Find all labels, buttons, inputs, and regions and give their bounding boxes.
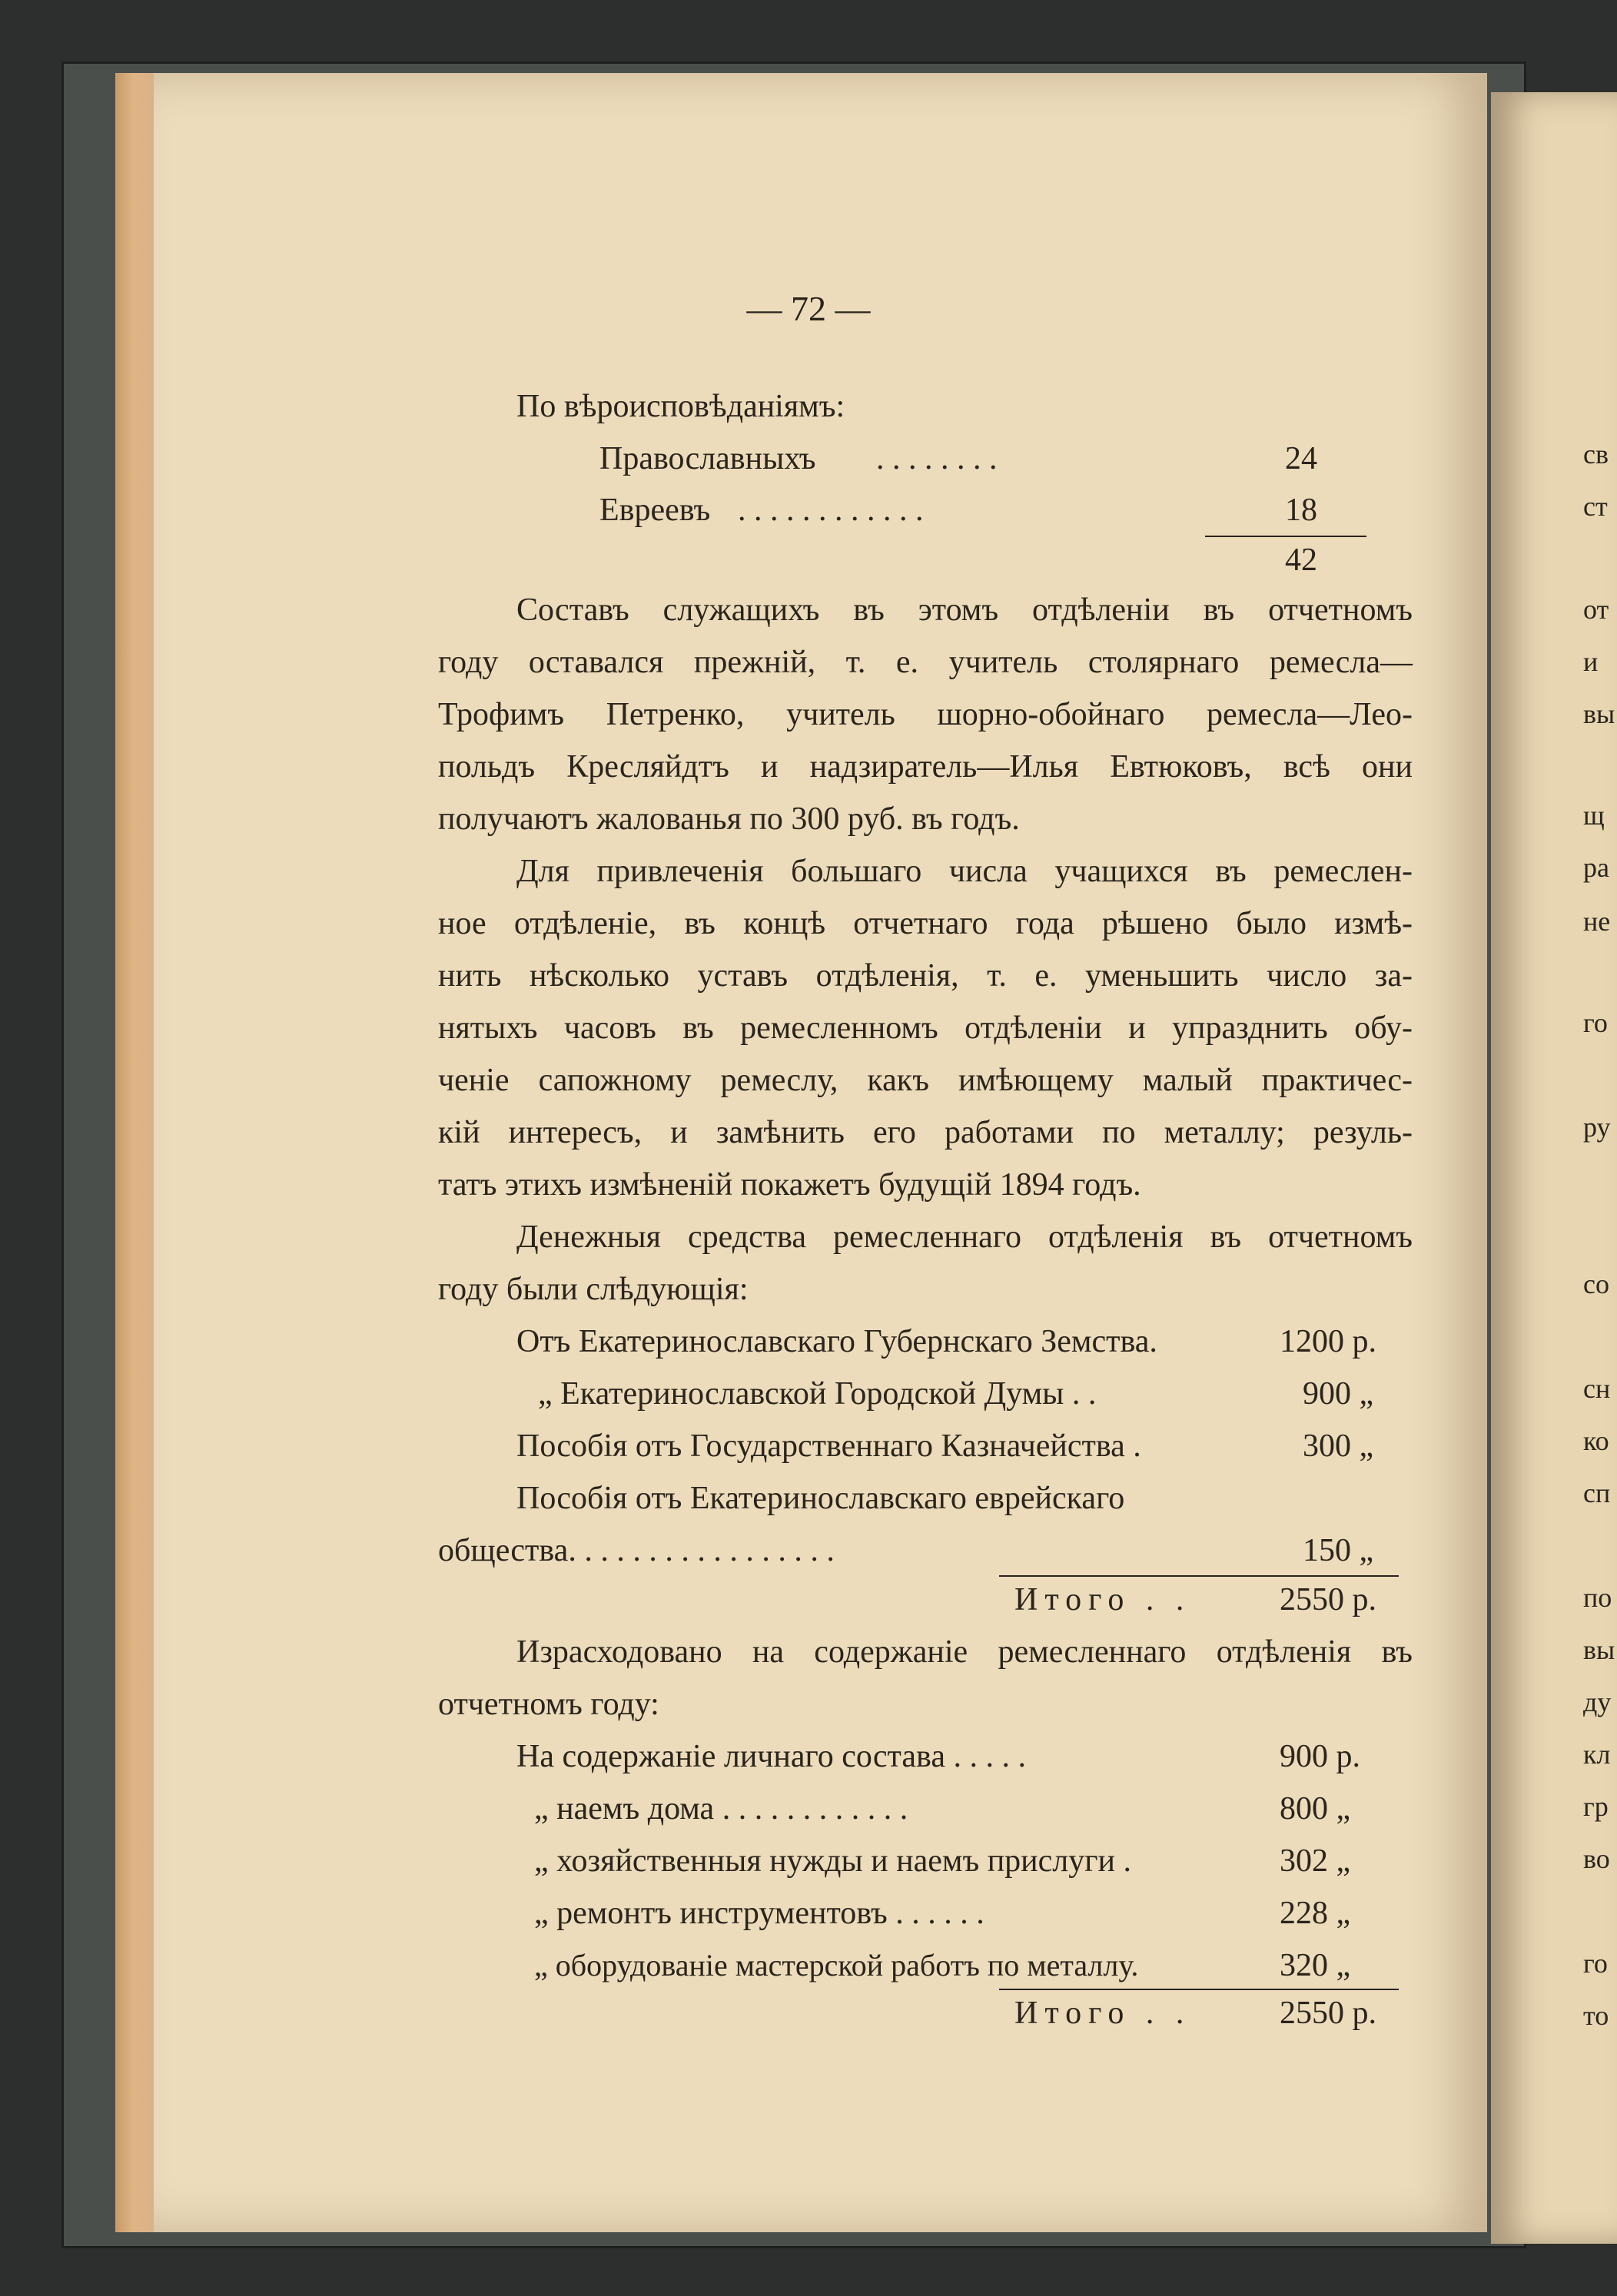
facing-fragment: по (1583, 1582, 1612, 1613)
para1-line-3: Трофимъ Петренко, учитель шорно-обойнаго ремесла—Лео- (438, 697, 1413, 732)
expenses-total-value: 2550 р. (1280, 1996, 1376, 2031)
expense-value-3: 302 „ (1280, 1843, 1351, 1879)
facing-fragment: сн (1583, 1373, 1611, 1404)
expense-label-5: „ оборудованіе мастерской работъ по металлу. (534, 1948, 1139, 1982)
facing-fragment: гр (1583, 1791, 1609, 1822)
income-label-2: „ Екатеринославской Городской Думы . . (538, 1376, 1097, 1412)
facing-fragment: вы (1583, 1634, 1615, 1665)
expenses-total-label: Итого . . (1014, 1996, 1191, 2031)
expense-label-4: „ ремонтъ инструментовъ . . . . . . (534, 1896, 984, 1931)
facing-fragment: ду (1583, 1687, 1612, 1717)
facing-fragment: от (1583, 594, 1609, 625)
facing-fragment: не (1583, 906, 1611, 937)
facing-fragment: го (1583, 1948, 1608, 1979)
income-label-5: общества. . . . . . . . . . . . . . . . . (438, 1533, 835, 1568)
para2-line-5: ченіе сапожному ремеслу, какъ имѣющему малый практичес- (438, 1063, 1413, 1098)
facing-fragment: кл (1583, 1739, 1611, 1770)
facing-fragment: ру (1583, 1112, 1611, 1143)
income-total-label: Итого . . (1014, 1582, 1191, 1617)
para2-line-7: татъ этихъ измѣненій покажетъ будущій 1894 годъ. (438, 1167, 1141, 1203)
para4-line-2: отчетномъ году: (438, 1687, 659, 1722)
confession-heading: По вѣроисповѣданіямъ: (516, 389, 845, 424)
facing-page-text (1583, 0, 1617, 2296)
facing-fragment: вы (1583, 698, 1615, 729)
income-value-3: 300 „ (1303, 1428, 1374, 1464)
facing-fragment: сп (1583, 1478, 1611, 1508)
para3-line-1: Денежныя средства ремесленнаго отдѣленія въ отчетномъ (516, 1219, 1413, 1255)
income-value-2: 900 „ (1303, 1376, 1374, 1412)
para3-line-2: году были слѣдующія: (438, 1272, 749, 1307)
income-value-1: 1200 р. (1280, 1324, 1376, 1359)
expense-value-1: 900 р. (1280, 1739, 1360, 1774)
income-value-5: 150 „ (1303, 1533, 1374, 1568)
para2-line-4: нятыхъ часовъ въ ремесленномъ отдѣленіи и упразднить обу- (438, 1010, 1413, 1046)
facing-fragment: ко (1583, 1425, 1609, 1456)
confession-dots-jews: . . . . . . . . . . . . (738, 493, 924, 528)
confession-value-orthodox: 24 (1285, 441, 1317, 476)
sum-rule-3 (999, 1989, 1399, 1990)
para4-line-1: Израсходовано на содержаніе ремесленнаго отдѣленія въ (516, 1634, 1413, 1670)
page-number: — 72 — (746, 289, 871, 328)
facing-fragment: св (1583, 439, 1609, 469)
expense-label-1: На содержаніе личнаго состава . . . . . (516, 1739, 1026, 1774)
para1-line-5: получаютъ жалованья по 300 руб. въ годъ. (438, 801, 1020, 837)
income-total-value: 2550 р. (1280, 1582, 1376, 1617)
para1-line-2: году оставался прежній, т. е. учитель столярнаго ремесла— (438, 645, 1413, 680)
expense-value-4: 228 „ (1280, 1896, 1351, 1931)
income-label-4: Пособія отъ Екатеринославскаго еврейскаго (516, 1481, 1125, 1516)
facing-fragment: го (1583, 1007, 1608, 1038)
confession-dots-orthodox: . . . . . . . . (876, 441, 998, 476)
para2-line-6: кій интересъ, и замѣнить его работами по металлу; резуль- (438, 1115, 1413, 1150)
facing-fragment: то (1583, 2000, 1609, 2031)
para2-line-1: Для привлеченія большаго числа учащихся въ ремеслен- (516, 854, 1413, 889)
expense-value-5: 320 „ (1280, 1948, 1351, 1983)
expense-value-2: 800 „ (1280, 1791, 1351, 1827)
confession-total: 42 (1285, 542, 1317, 578)
para1-line-1: Составъ служащихъ въ этомъ отдѣленіи въ отчетномъ (516, 592, 1413, 628)
income-label-1: Отъ Екатеринославскаго Губернскаго Земства. (516, 1324, 1157, 1359)
facing-fragment: ра (1583, 852, 1609, 883)
facing-fragment: со (1583, 1269, 1609, 1299)
expense-label-3: „ хозяйственныя нужды и наемъ прислуги . (534, 1843, 1131, 1879)
expense-label-2: „ наемъ дома . . . . . . . . . . . . (534, 1791, 908, 1827)
income-label-3: Пособія отъ Государственнаго Казначейства . (516, 1428, 1141, 1464)
facing-fragment: и (1583, 646, 1599, 677)
facing-fragment: во (1583, 1843, 1610, 1874)
facing-fragment: ст (1583, 491, 1608, 522)
facing-fragment: щ (1583, 800, 1605, 831)
confession-label-orthodox: Православныхъ (599, 441, 816, 476)
para1-line-4: польдъ Кресляйдтъ и надзиратель—Илья Евтюковъ, всѣ они (438, 749, 1413, 785)
para2-line-2: ное отдѣленіе, въ концѣ отчетнаго года рѣшено было измѣ- (438, 906, 1413, 941)
para2-line-3: нить нѣсколько уставъ отдѣленія, т. е. уменьшить число за- (438, 958, 1413, 994)
confession-label-jews: Евреевъ (599, 493, 711, 528)
confession-value-jews: 18 (1285, 493, 1317, 528)
sum-rule-2 (999, 1575, 1399, 1577)
sum-rule-1 (1205, 536, 1366, 537)
